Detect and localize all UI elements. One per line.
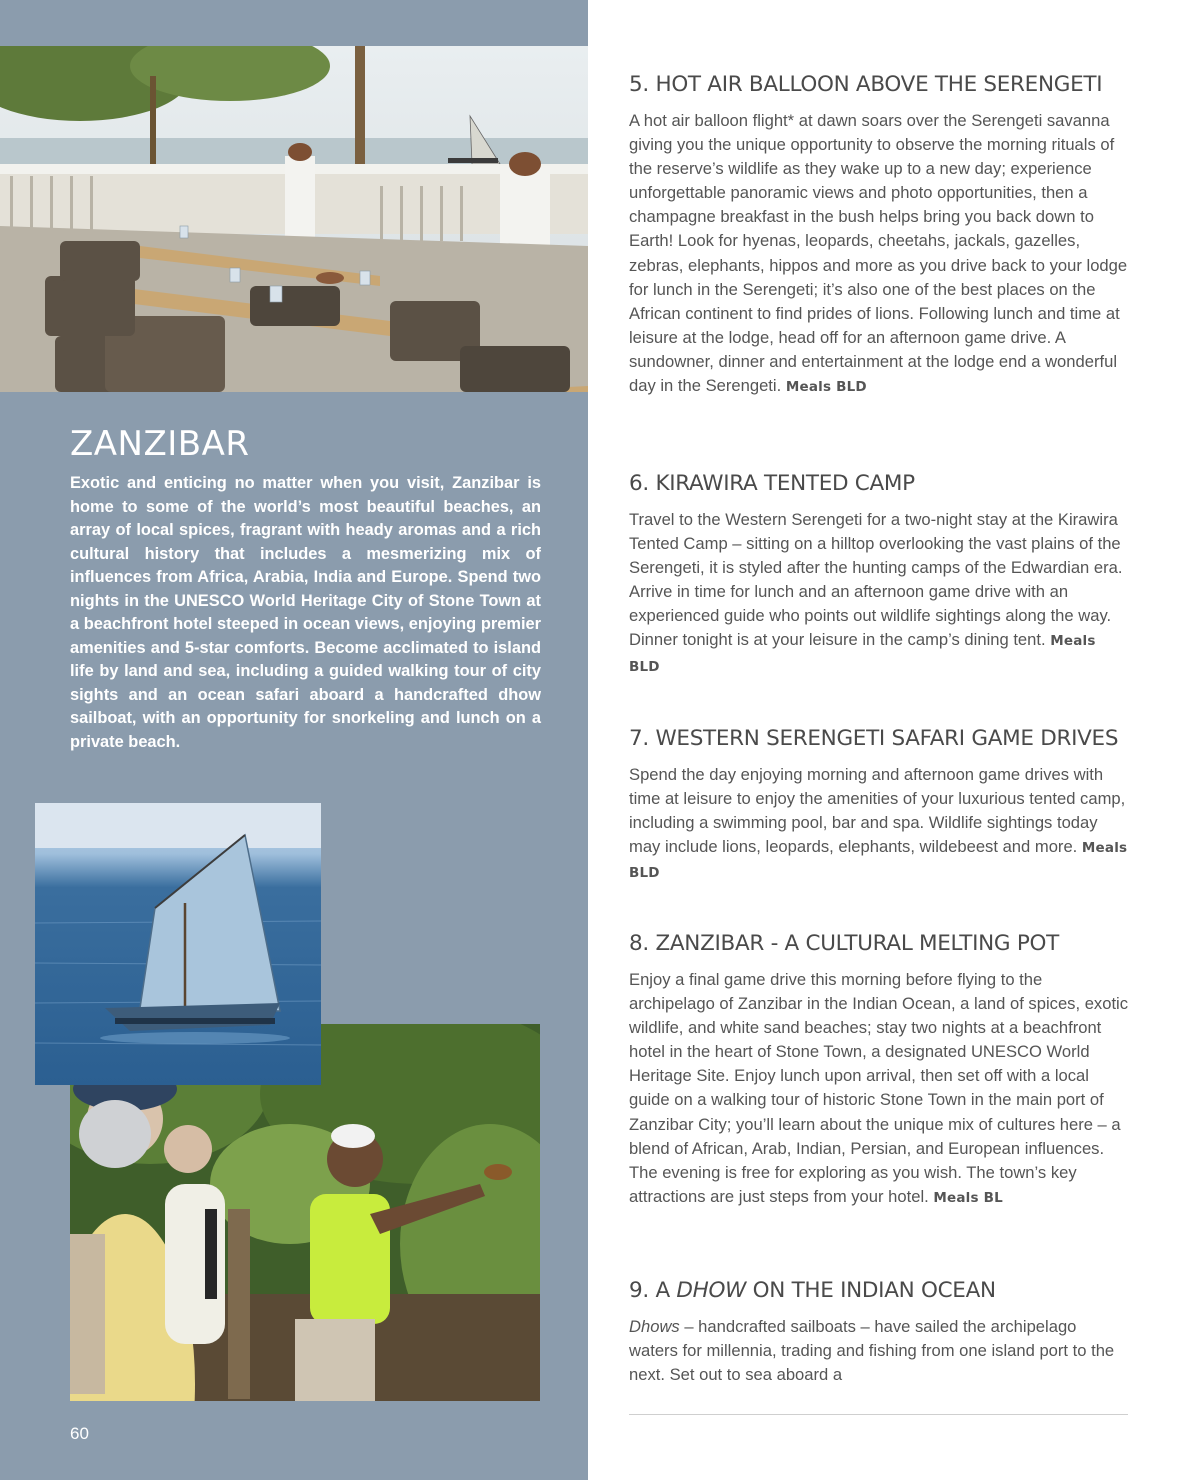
zanzibar-description: Exotic and enticing no matter when you visit, Zanzibar is home to some of the world’s most beautiful beaches, an array of local spices, fragrant with heady aromas and a rich cultural history that includes a mesmerizing mix of influences from Africa, Arabia, India and Europe. Spend two nights in the UNESCO World Heritage City of Stone Town at a beachfront hotel steeped in ocean views, enjoying premier amenities and 5-star comforts. Become acclimated to island life by land and sea, including a guided walking tour of city sights and an ocean safari aboard a handcrafted dhow sailboat, with an opportunity for snorkeling and lunch on a private beach.: [70, 474, 541, 751]
day-5-section: [629, 72, 1129, 399]
day-6-heading: 6. KIRAWIRA TENTED CAMP: [629, 471, 915, 496]
day-9-section: [629, 1278, 1129, 1387]
day-8-text: Enjoy a final game drive this morning before flying to the archipelago of Zanzibar in the Indian Ocean, a land of spices, exotic wildlife, and white sand beaches; stay two nights at a beachfront hotel in the heart of Stone Town, a designated UNESCO World Heritage Site. Enjoy lunch upon arrival, then set off with a local guide on a walking tour of historic Stone Town in the main port of Zanzibar City; you’ll learn about the unique mix of cultures here – a blend of African, Arab, Indian, Persian, and European influences. The evening is free for exploring as you wish. The town’s key attractions are just steps from your hotel. Meals BL: [629, 970, 1129, 1206]
day-9-heading: 9. A DHOW ON THE INDIAN OCEAN: [629, 1278, 996, 1303]
page-number: 60: [70, 1424, 89, 1443]
day-7-text: Spend the day enjoying morning and afternoon game drives with time at leisure to enjoy the amenities of your luxurious tented camp, including a swimming pool, bar and spa. Wildlife sightings today may include lions, leopards, elephants, wildebeest and more. Meals BLD: [629, 765, 1128, 882]
day-9-text: Dhows – handcrafted sailboats – have sailed the archipelago waters for millennia, trading and fishing from one island port to the next. Set out to sea aboard a: [629, 1317, 1115, 1385]
day-8-section: [629, 931, 1129, 1210]
day-7-section: [629, 726, 1129, 885]
day-8-heading: 8. ZANZIBAR - A CULTURAL MELTING POT: [629, 931, 1059, 956]
day-6-text: Travel to the Western Serengeti for a two-night stay at the Kirawira Tented Camp – sitting on a hilltop overlooking the vast plains of the Serengeti, it is styled after the hunting camps of the Edwardian era. Arrive in time for lunch and an afternoon game drive with an experienced guide who points out wildlife sightings along the way. Dinner tonight is at your leisure in the camp’s dining tent. Meals BLD: [629, 510, 1123, 675]
day-6-section: [629, 471, 1129, 679]
zanzibar-title: ZANZIBAR: [70, 424, 250, 464]
day-5-meals: Meals BLD: [785, 379, 867, 396]
day-6-meals: Meals BLD: [629, 633, 1096, 675]
day-5-text: A hot air balloon flight* at dawn soars over the Serengeti savanna giving you the unique opportunity to observe the morning rituals of the reserve’s wildlife as they wake up to a new day; experience unforgettable panoramic views and photo opportunities, then a champagne breakfast in the bush helps bring you back down to Earth! Look for hyenas, leopards, cheetahs, jackals, gazelles, zebras, elephants, hippos and more as you drive back to your lodge for lunch in the Serengeti; it’s also one of the best places on the African continent to find prides of lions. Following lunch and time at leisure at the lodge, head off for an afternoon game drive. A sundowner, dinner and entertainment at the lodge end a wonderful day in the Serengeti. Meals BLD: [629, 111, 1128, 396]
bottom-divider: [629, 1414, 1128, 1415]
day-8-meals: Meals BL: [933, 1189, 1003, 1206]
day-5-heading: 5. HOT AIR BALLOON ABOVE THE SERENGETI: [629, 72, 1103, 97]
day-7-meals: Meals BLD: [629, 840, 1128, 882]
terrace-restaurant-photo: [0, 46, 588, 392]
dhow-sailboat-photo: [35, 803, 321, 1085]
day-7-heading: 7. WESTERN SERENGETI SAFARI GAME DRIVES: [629, 726, 1119, 751]
